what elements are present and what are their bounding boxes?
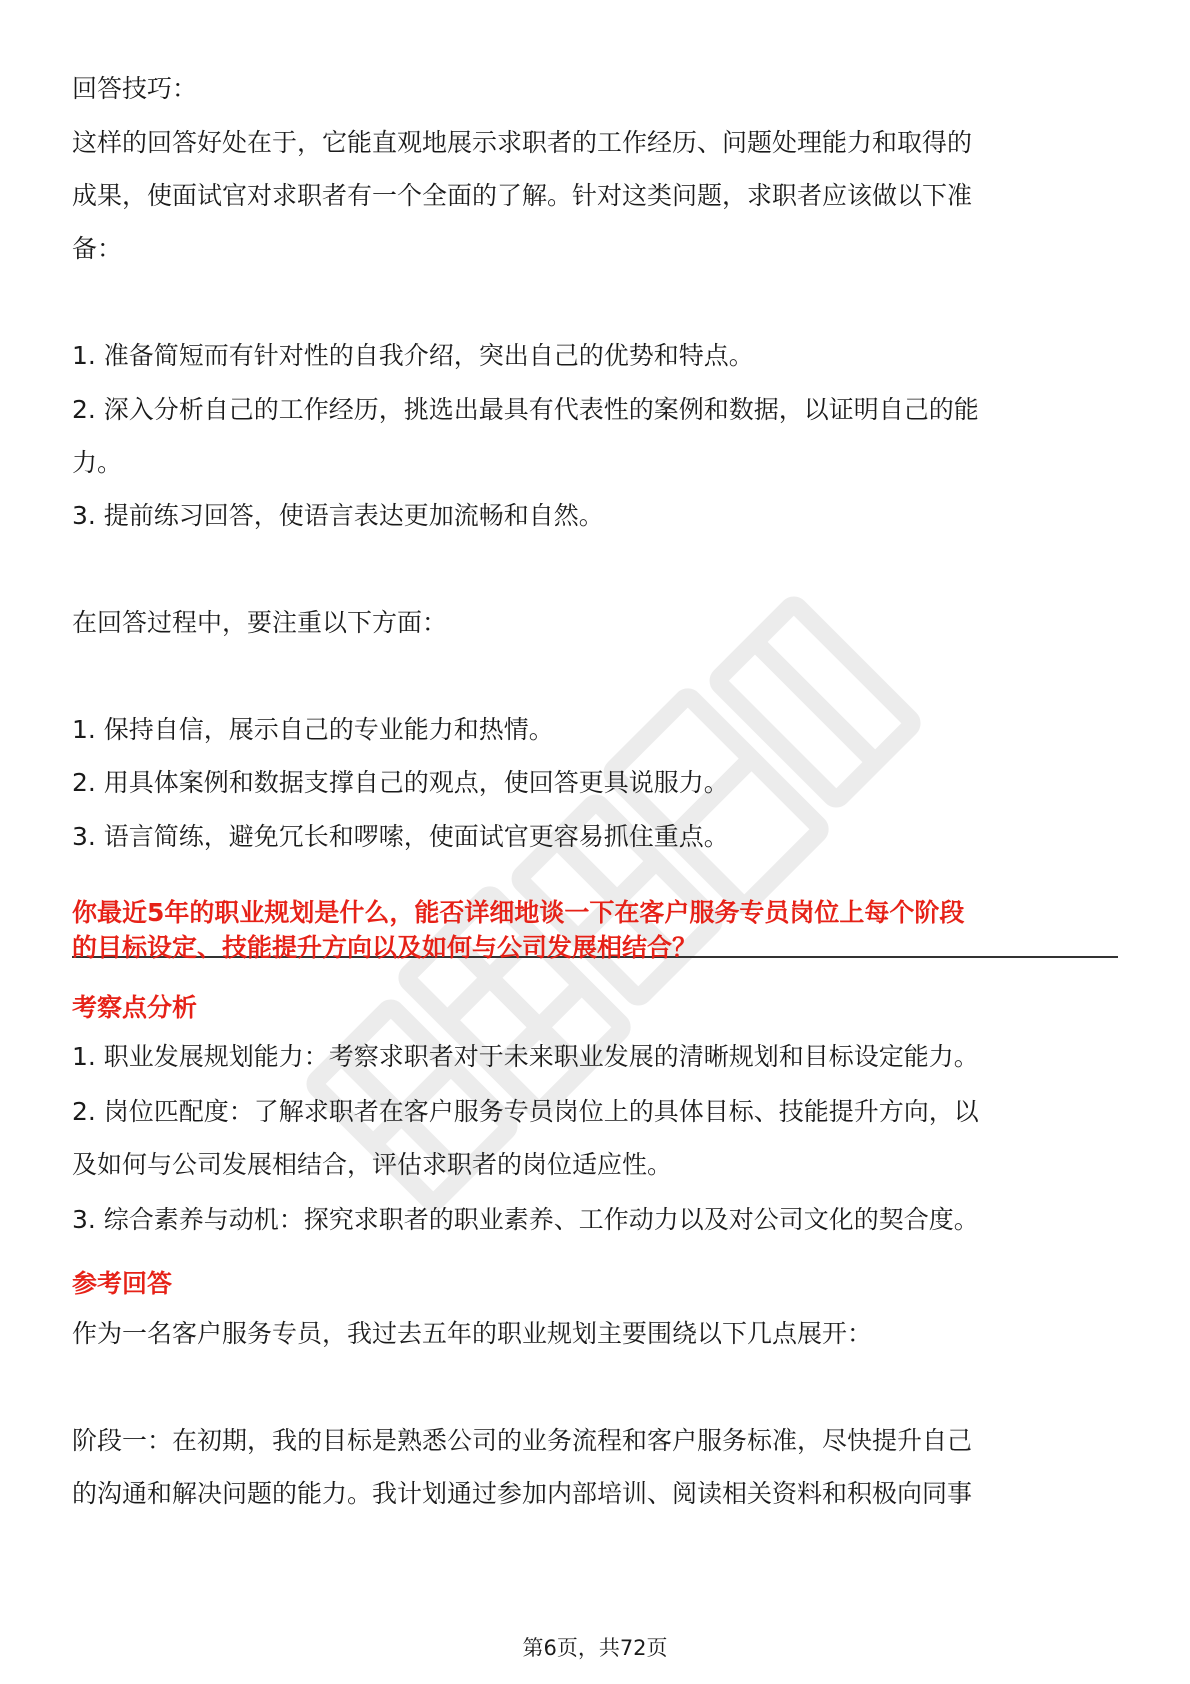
analysis-heading: 考察点分析 bbox=[72, 993, 198, 1022]
question-title-line: 你最近5年的职业规划是什么，能否详细地谈一下在客户服务专员岗位上每个阶段 bbox=[72, 898, 965, 927]
answer-line: 作为一名客户服务专员，我过去五年的职业规划主要围绕以下几点展开： bbox=[72, 1319, 873, 1348]
analysis-list-item: 及如何与公司发展相结合，评估求职者的岗位适应性。 bbox=[72, 1150, 673, 1179]
tips-paragraph-line: 这样的回答好处在于，它能直观地展示求职者的工作经历、问题处理能力和取得的 bbox=[72, 128, 973, 157]
analysis-list-item: 2. 岗位匹配度：了解求职者在客户服务专员岗位上的具体目标、技能提升方向，以 bbox=[72, 1097, 979, 1126]
answer-line: 阶段一：在初期，我的目标是熟悉公司的业务流程和客户服务标准，尽快提升自己 bbox=[72, 1426, 973, 1455]
prep-list-item: 力。 bbox=[72, 448, 123, 477]
answer-line: 的沟通和解决问题的能力。我计划通过参加内部培训、阅读相关资料和积极向同事 bbox=[72, 1479, 973, 1508]
focus-heading: 在回答过程中，要注重以下方面： bbox=[72, 608, 448, 637]
analysis-list-item: 3. 综合素养与动机：探究求职者的职业素养、工作动力以及对公司文化的契合度。 bbox=[72, 1205, 979, 1234]
question-title-line: 的目标设定、技能提升方向以及如何与公司发展相结合？ bbox=[72, 933, 698, 962]
prep-list-item: 2. 深入分析自己的工作经历，挑选出最具有代表性的案例和数据，以证明自己的能 bbox=[72, 395, 979, 424]
tips-paragraph-line: 备： bbox=[72, 234, 123, 263]
focus-list-item: 1. 保持自信，展示自己的专业能力和热情。 bbox=[72, 715, 554, 744]
analysis-list-item: 1. 职业发展规划能力：考察求职者对于未来职业发展的清晰规划和目标设定能力。 bbox=[72, 1042, 979, 1071]
prep-list-item: 1. 准备简短而有针对性的自我介绍，突出自己的优势和特点。 bbox=[72, 341, 754, 370]
focus-list-item: 3. 语言简练，避免冗长和啰嗦，使面试官更容易抓住重点。 bbox=[72, 822, 729, 851]
tips-paragraph-line: 成果，使面试官对求职者有一个全面的了解。针对这类问题，求职者应该做以下准 bbox=[72, 181, 973, 210]
focus-list-item: 2. 用具体案例和数据支撑自己的观点，使回答更具说服力。 bbox=[72, 768, 729, 797]
page-number: 第6页，共72页 bbox=[522, 1636, 668, 1660]
prep-list-item: 3. 提前练习回答，使语言表达更加流畅和自然。 bbox=[72, 501, 604, 530]
tips-heading: 回答技巧： bbox=[72, 74, 198, 103]
answer-heading: 参考回答 bbox=[72, 1269, 173, 1298]
